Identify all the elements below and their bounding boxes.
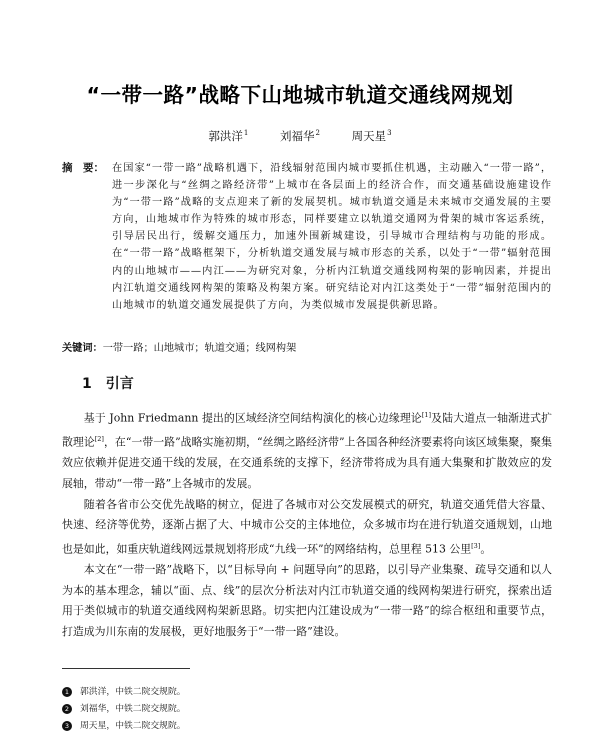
author-mark: 3 — [387, 129, 392, 138]
citation: [2] — [94, 435, 104, 444]
section-heading — [82, 373, 134, 393]
paper-title: “一带一路”战略下山地城市轨道交通线网规划 — [86, 83, 514, 107]
footnote-divider — [62, 668, 190, 669]
footnote-text: 郭洪洋，中铁二院交规院。 — [80, 687, 186, 697]
body-text — [62, 405, 552, 642]
abstract — [62, 160, 552, 314]
footnote-1 — [62, 684, 186, 697]
abstract-text: 在国家“一带一路”战略机遇下，沿线辐射范围内城市要抓住机遇，主动融入“一带一路”，进一步深化与“丝绸之路经济带”上城市在各层面上的经济合作，而交通基础设施建设作为“一带一路”战略的支点迎来了新的发展契机。城市轨道交通是未来城市交通发展的主要方向，山地城市作为特殊的城市形态，同样要建立以轨道交通网为骨架的城市客运系统，引导居民出行，缓解交通压力，加速外围新城建设，引导城市合理结构与功能的形成。在“一带一路”战略框架下，分析轨道交通发展与城市形态的关系，以处于“一带”辐射范围内的山地城市——内江——为研究对象，分析内江轨道交通线网构架的影响因素，并提出内江轨道交通线网构架的策略及构架方案。研究结论对内江这类处于“一带”辐射范围内的山地城市的轨道交通发展提供了方向，为类似城市发展提供新思路。 — [112, 163, 552, 311]
paragraph-text: 随着各省市公交优先战略的树立，促进了各城市对公交发展模式的研究，轨道交通凭借大容量、快速、经济等优势，逐渐占据了大、中城市公交的主体地位，众多城市均在进行轨道交通规划，山地也是如此，如重庆轨道线网远景规划将形成“九线一环”的网络结构，总里程 513 公里 — [62, 497, 552, 556]
footnote-mark: 3 — [62, 721, 72, 731]
footnote-mark: 2 — [62, 704, 72, 714]
author-mark: 2 — [315, 129, 320, 138]
section-number: 1 — [82, 376, 92, 392]
keywords-text: 一带一路；山地城市；轨道交通；线网构架 — [102, 343, 297, 354]
footnote-text: 刘福华，中铁二院交规院。 — [80, 704, 186, 714]
footnote-3 — [62, 718, 186, 731]
keywords — [62, 339, 552, 354]
author-name: 郭洪洋 — [208, 129, 243, 143]
footnote-mark: 1 — [62, 687, 72, 697]
author-list — [0, 128, 600, 144]
paragraph-2 — [62, 495, 552, 560]
paragraph-3 — [62, 560, 552, 642]
author-2 — [280, 129, 320, 143]
paragraph-text: 本文在“一带一路”战略下，以“目标导向 + 问题导向”的思路，以引导产业集聚、疏导交通和以人为本的基本理念，辅以“面、点、线”的层次分析法对内江市轨道交通的线网构架进行研究，探索出适用于类似城市的轨道交通线网构架新思路。切实把内江建设成为“一带一路”的综合枢纽和重要节点，打造成为川东南的发展极，更好地服务于“一带一路”建设。 — [62, 563, 552, 638]
abstract-label: 摘 要： — [62, 162, 104, 174]
paragraph-text: 基于 John Friedmann 提出的区域经济空间结构演化的核心边缘理论 — [83, 411, 422, 425]
footnote-2 — [62, 701, 186, 714]
author-name: 周天星 — [351, 129, 387, 143]
section-title: 引言 — [105, 376, 134, 392]
citation: [1] — [421, 411, 432, 419]
citation: [3] — [471, 541, 481, 550]
author-1 — [208, 129, 248, 143]
paragraph-text: 。 — [480, 542, 492, 556]
footnote-text: 周天星，中铁二院交规院。 — [80, 721, 186, 731]
paragraph-1 — [62, 405, 552, 495]
keywords-label: 关键词： — [62, 343, 103, 354]
author-3 — [352, 129, 392, 143]
paragraph-text: ，在“一带一路”战略实施初期，“丝绸之路经济带”上各国各种经济要素将向该区域集聚，聚集效应依赖并促进交通干线的发展，在交通系统的支撑下，经济带将成为具有通大集聚和扩散效应的发展轴，带动“一带一路”上各城市的发展。 — [62, 435, 552, 491]
author-name: 刘福华 — [280, 129, 315, 143]
author-mark: 1 — [243, 129, 249, 138]
paragraph-text: 及陆大道点一轴渐进式扩散理论 — [62, 411, 552, 449]
